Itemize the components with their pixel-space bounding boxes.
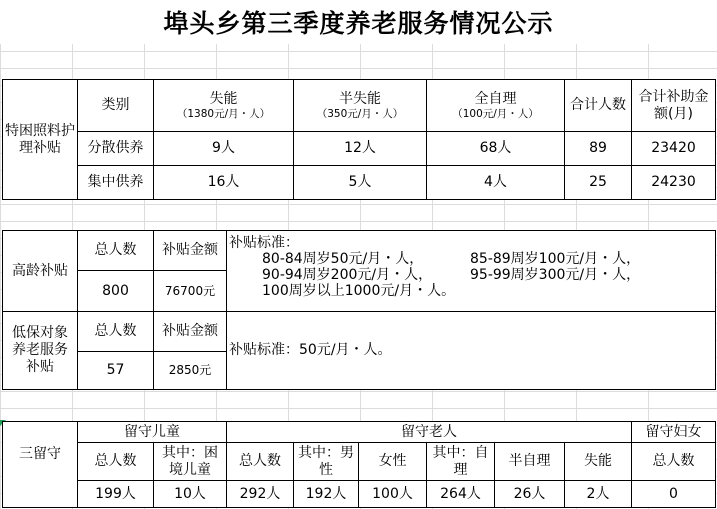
header-semi-disabled (293, 79, 427, 132)
special-care-section-label (2, 79, 78, 200)
senior-standard-title: 补贴标准： (229, 235, 299, 251)
row-total-amount: 23420 (631, 131, 716, 166)
left-behind-children-group: 留守儿童 (77, 421, 227, 443)
senior-allowance-label: 高龄补贴 (2, 230, 78, 312)
row-disabled: 16人 (153, 165, 294, 200)
row-disabled: 9人 (153, 131, 294, 166)
children-among-value: 10人 (153, 480, 227, 508)
elderly-disabled-header: 失能 (564, 442, 632, 481)
header-self-care-rate: （100元/月・人） (452, 107, 539, 120)
elderly-self-care-header-text: 其中：自理 (432, 444, 489, 478)
elderly-semi-value: 26人 (494, 480, 565, 508)
page-title: 埠头乡第三季度养老服务情况公示 (0, 0, 717, 44)
header-disabled-rate: （1380元/月・人） (176, 107, 271, 120)
left-behind-label-text: 三留守 (19, 446, 61, 462)
elderly-total-header: 总人数 (226, 442, 294, 481)
row-total-people: 25 (564, 165, 632, 200)
low-income-standard-text: 补贴标准：50元/月・人。 (229, 342, 392, 358)
header-total-amount-text: 合计补助金额(月) (638, 88, 709, 122)
elderly-disabled-value: 2人 (564, 480, 632, 508)
row-self-care: 4人 (426, 165, 565, 200)
row-total-amount: 24230 (631, 165, 716, 200)
senior-total-value: 800 (77, 270, 154, 312)
elderly-semi-header: 半自理 (494, 442, 565, 481)
standard-95-99: 95-99周岁300元/月・人， (470, 267, 641, 283)
standard-100-plus: 100周岁以上1000元/月・人。 (262, 283, 456, 299)
children-among-header (153, 442, 227, 481)
elderly-self-care-header (426, 442, 495, 481)
senior-standard (226, 230, 716, 312)
low-income-amount-value: 2850元 (153, 351, 227, 390)
low-income-total-value: 57 (77, 351, 154, 390)
standard-85-89: 85-89周岁100元/月・人， (470, 251, 641, 267)
header-disabled (153, 79, 294, 132)
children-total-value: 199人 (77, 480, 154, 508)
left-behind-elderly-group: 留守老人 (226, 421, 632, 443)
header-category: 类别 (77, 79, 154, 132)
left-behind-women-group: 留守妇女 (631, 421, 716, 443)
row-semi-disabled: 12人 (293, 131, 427, 166)
senior-standard-line (229, 251, 640, 267)
standard-80-84: 80-84周岁50元/月・人， (262, 251, 424, 267)
header-semi-disabled-label: 半失能 (339, 90, 381, 107)
row-self-care: 68人 (426, 131, 565, 166)
elderly-male-value: 192人 (293, 480, 359, 508)
header-total-people-text: 合计人数 (570, 97, 626, 113)
elderly-male-header (293, 442, 359, 481)
row-semi-disabled: 5人 (293, 165, 427, 200)
left-behind-label (2, 421, 78, 508)
children-total-header: 总人数 (77, 442, 154, 481)
women-total-value: 0 (631, 480, 716, 508)
elderly-female-header: 女性 (358, 442, 427, 481)
low-income-label (2, 311, 78, 390)
header-self-care (426, 79, 565, 132)
senior-standard-line (229, 267, 640, 283)
elderly-male-header-text: 其中：男性 (298, 444, 354, 478)
low-income-label-text: 低保对象养老服务补贴 (12, 325, 68, 375)
elderly-total-value: 292人 (226, 480, 294, 508)
low-income-total-header: 总人数 (77, 311, 154, 352)
special-care-section-label-text: 特困照料护理补贴 (5, 122, 75, 156)
header-self-care-label: 全自理 (474, 90, 517, 107)
header-semi-disabled-rate: （350元/月・人） (316, 107, 404, 120)
standard-90-94: 90-94周岁200元/月・人， (262, 267, 433, 283)
elderly-self-care-value: 264人 (426, 480, 495, 508)
low-income-standard (226, 311, 716, 390)
header-total-amount (631, 79, 716, 132)
low-income-amount-header: 补贴金额 (153, 311, 227, 352)
senior-standard-line (229, 283, 455, 299)
row-category: 集中供养 (77, 165, 154, 200)
header-total-people (564, 79, 632, 132)
senior-amount-header: 补贴金额 (153, 230, 227, 271)
header-disabled-label: 失能 (209, 90, 238, 107)
women-total-header: 总人数 (631, 442, 716, 481)
row-category: 分散供养 (77, 131, 154, 166)
senior-amount-value: 76700元 (153, 270, 227, 312)
senior-total-header: 总人数 (77, 230, 154, 271)
row-total-people: 89 (564, 131, 632, 166)
children-among-header-text: 其中：困境儿童 (162, 444, 218, 478)
elderly-female-value: 100人 (358, 480, 427, 508)
